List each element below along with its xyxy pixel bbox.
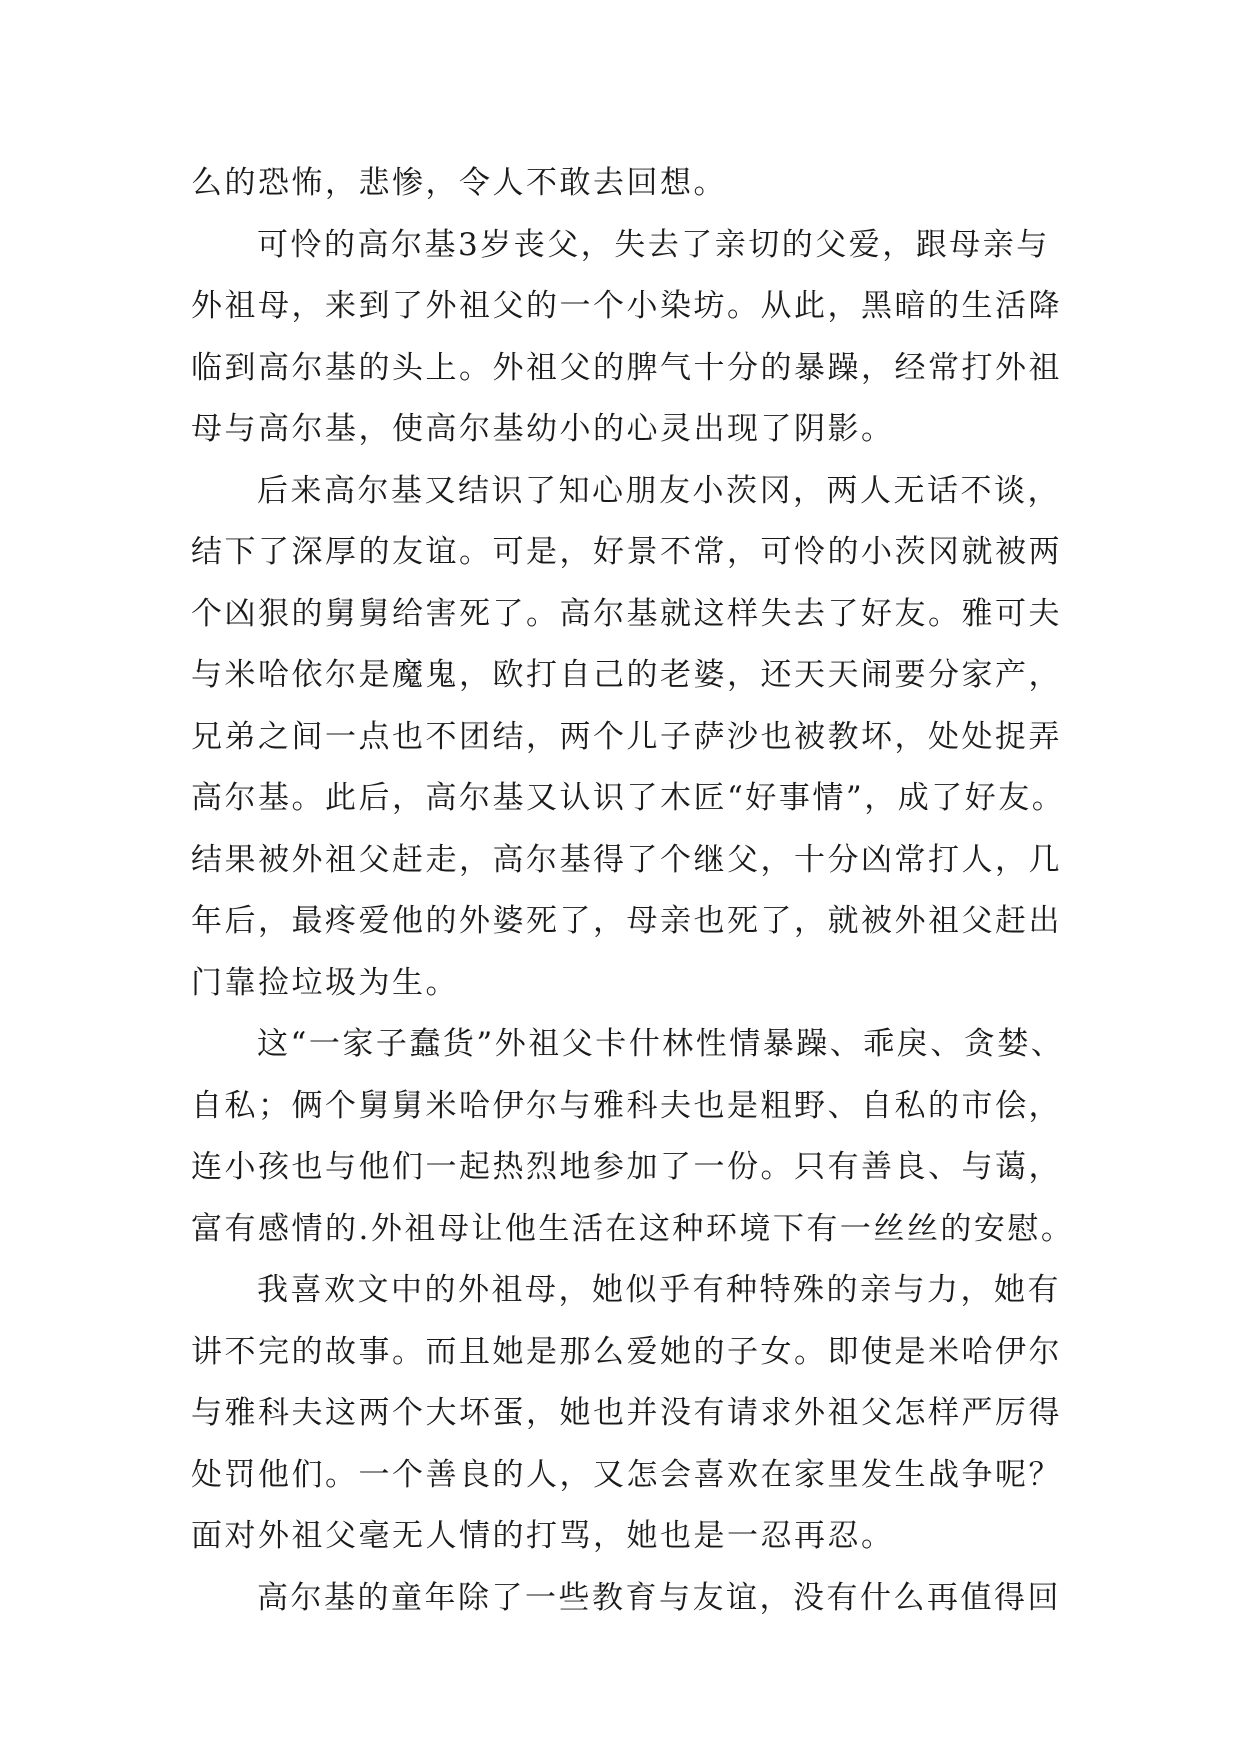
text-line: 母与高尔基，使高尔基幼小的心灵出现了阴影。 [191,411,895,447]
text-line: 临到高尔基的头上。外祖父的脾气十分的暴躁，经常打外祖 [191,349,1062,386]
text-line: 与雅科夫这两个大坏蛋，她也并没有请求外祖父怎样严厉得 [191,1395,1062,1431]
text-line: 处罚他们。一个善良的人，又怎会喜欢在家里发生战争呢？ [191,1456,1062,1493]
text-line: 面对外祖父毫无人情的打骂，她也是一忍再忍。 [191,1518,895,1554]
text-line: 外祖母，来到了外祖父的一个小染坊。从此，黑暗的生活降 [191,288,1062,324]
paragraph-start-line: 后来高尔基又结识了知心朋友小茨冈，两人无话不谈， [257,472,1061,509]
document-body [191,153,1075,1629]
text-line: 么的恐怖，悲惨，令人不敢去回想。 [191,165,727,201]
text-line: 个凶狠的舅舅给害死了。高尔基就这样失去了好友。雅可夫 [191,595,1062,632]
paragraph-start-line: 可怜的高尔基3岁丧父，失去了亲切的父爱，跟母亲与 [257,226,1050,263]
text-line: 年后，最疼爱他的外婆死了，母亲也死了，就被外祖父赶出 [191,903,1062,939]
paragraph-start-line: 高尔基的童年除了一些教育与友谊，没有什么再值得回 [257,1579,1061,1616]
text-line: 结下了深厚的友谊。可是，好景不常，可怜的小茨冈就被两 [191,534,1062,570]
text-line: 连小孩也与他们一起热烈地参加了一份。只有善良、与蔼， [191,1149,1062,1185]
text-line: 兄弟之间一点也不团结，两个儿子萨沙也被教坏，处处捉弄 [191,718,1062,755]
text-line: 高尔基。此后，高尔基又认识了木匠“好事情”，成了好友。 [191,780,1066,816]
text-line: 与米哈依尔是魔鬼，欧打自己的老婆，还天天闹要分家产， [191,657,1062,693]
paragraph-start-line: 这“一家子蠢货”外祖父卡什林性情暴躁、乖戾、贪婪、 [257,1026,1065,1062]
text-line: 自私；俩个舅舅米哈伊尔与雅科夫也是粗野、自私的市侩， [191,1087,1062,1124]
text-line: 富有感情的.外祖母让他生活在这种环境下有一丝丝的安慰。 [191,1210,1075,1247]
text-line: 门靠捡垃圾为生。 [191,964,459,1001]
text-line: 结果被外祖父赶走，高尔基得了个继父，十分凶常打人，几 [191,841,1062,878]
paragraph-start-line: 我喜欢文中的外祖母，她似乎有种特殊的亲与力，她有 [257,1272,1061,1308]
text-line: 讲不完的故事。而且她是那么爱她的子女。即使是米哈伊尔 [191,1333,1062,1370]
